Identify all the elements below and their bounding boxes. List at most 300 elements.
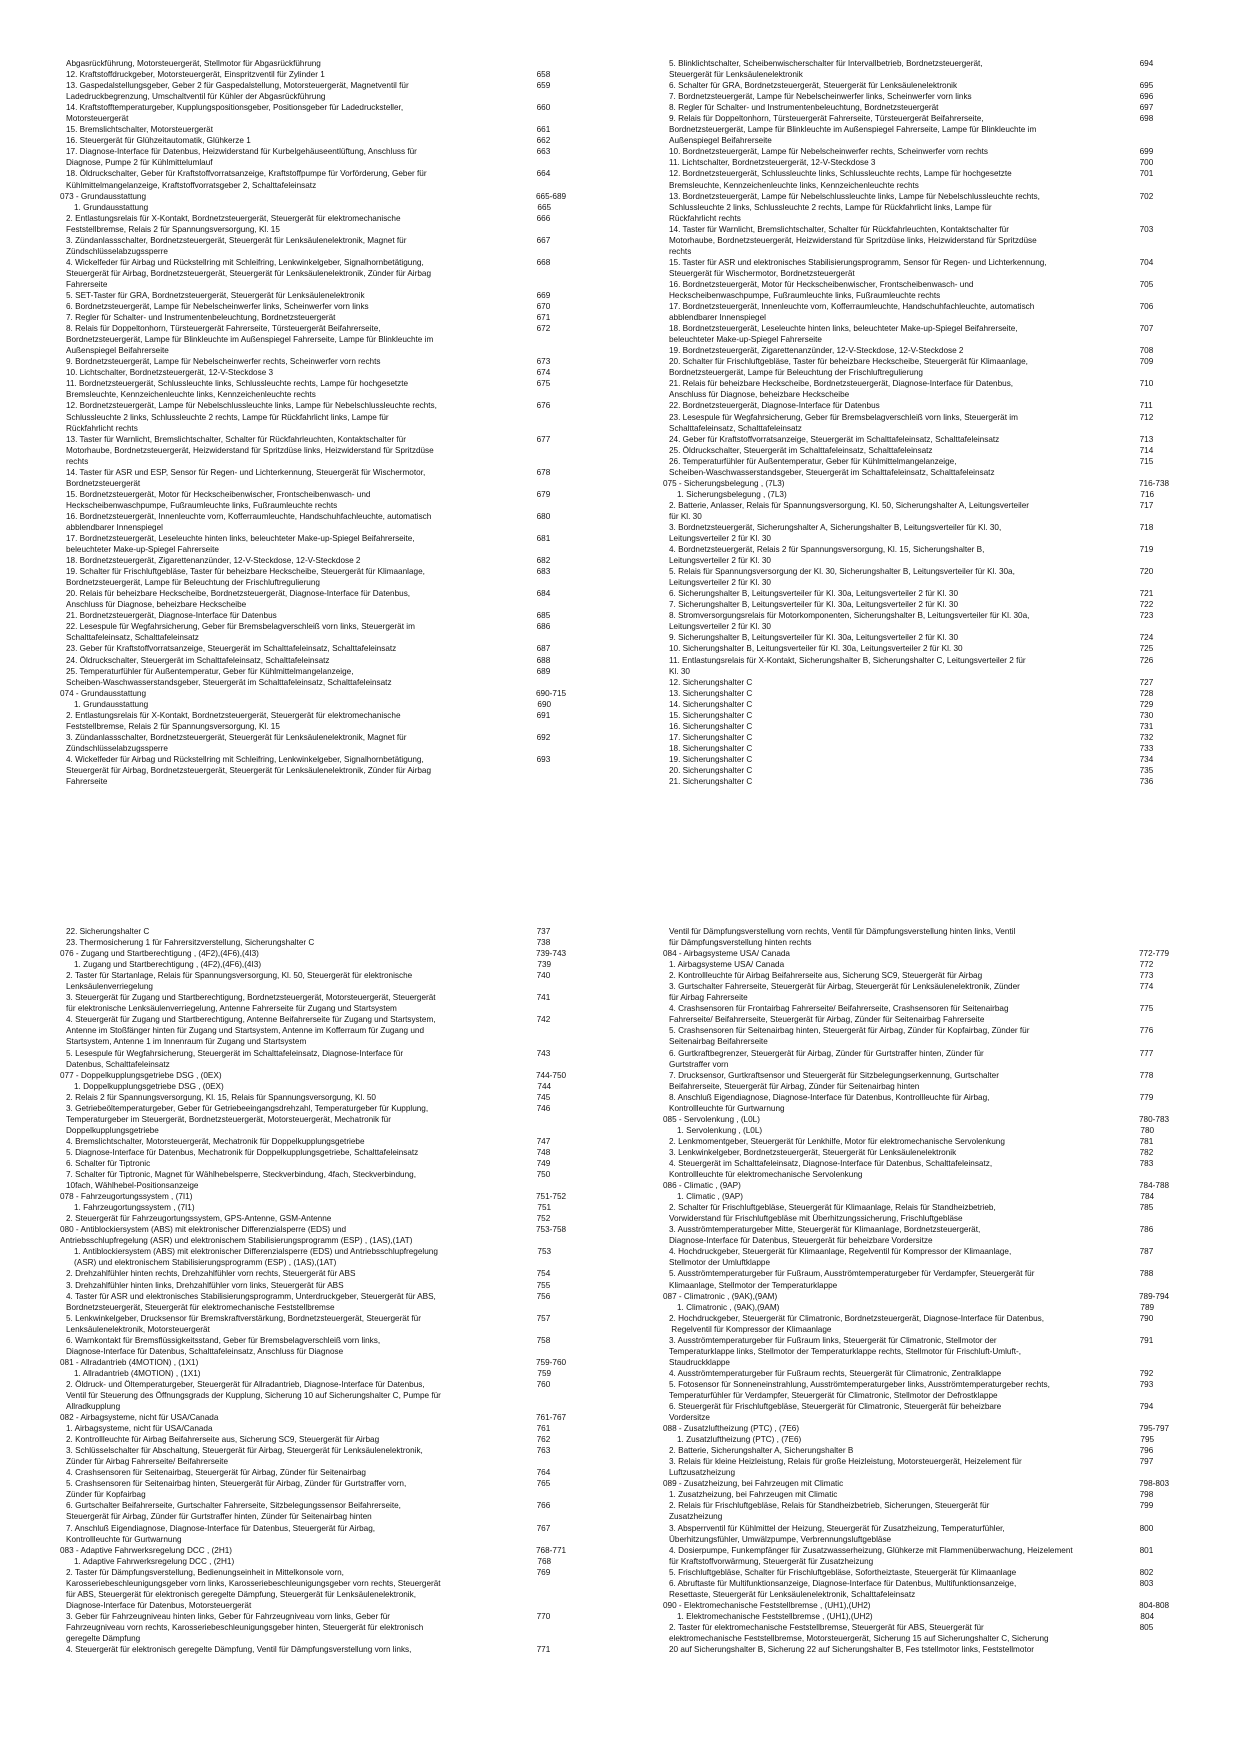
toc-entry-title: 17. Diagnose-Interface für Datenbus, Heizwiderstand für Kurbelgehäuseentlüftung, Anschluss für Diagnose, Pumpe 2 für Kühlmittelumlauf [66, 147, 417, 168]
toc-page-number: 745 [536, 1092, 551, 1102]
toc-page-number: 703 [1139, 224, 1154, 234]
toc-entry-row [60, 666, 590, 688]
toc-page-number: 805 [1139, 1622, 1154, 1632]
toc-page-number: 776 [1139, 1026, 1154, 1036]
toc-entry-title: 087 - Climatronic , (9AK),(9AM) [663, 1291, 778, 1301]
toc-entry-row [60, 1467, 590, 1478]
toc-page-number: 699 [1139, 147, 1154, 157]
toc-entry-title: 9. Bordnetzsteuergerät, Lampe für Nebelscheinwerfer rechts, Scheinwerfer vorn rechts [66, 357, 381, 367]
toc-entry-title: 9. Sicherungshalter B, Leitungsverteiler für Kl. 30a, Leitungsverteiler 2 für Kl. 30 [669, 633, 958, 643]
toc-entry-title: 18. Sicherungshalter C [669, 743, 753, 753]
toc-entry-title: 16. Bordnetzsteuergerät, Motor für Heckscheibenwischer, Frontscheibenwasch- und Heckscheibenwaschpumpe, Fußraumleuchte links, Fußraumleuchte rechts [669, 279, 974, 300]
toc-page-number: 664 [536, 169, 551, 179]
toc-entry-title: 8. Regler für Schalter- und Instrumentenbeleuchtung, Bordnetzsteuergerät [669, 103, 939, 113]
toc-entry-row [663, 58, 1193, 80]
toc-entry-title: 23. Thermosicherung 1 für Fahrersitzverstellung, Sicherungshalter C [66, 938, 315, 948]
toc-entry-row [60, 937, 590, 948]
toc-entry-title: 2. Lenkmomentgeber, Steuergerät für Lenkhilfe, Motor für elektromechanische Servolenkung [669, 1136, 1005, 1146]
toc-entry-row [60, 610, 590, 621]
toc-entry-title: 082 - Airbagsysteme, nicht für USA/Canada [60, 1413, 219, 1423]
toc-entry-title: 3. Gurtschalter Fahrerseite, Steuergerät für Airbag, Steuergerät für Lenksäulenelektronik, Zünder für Airbag Fahrerseite [669, 982, 1020, 1003]
toc-entry-title: 6. Schalter für GRA, Bordnetzsteuergerät, Steuergerät für Lenksäulenelektronik [669, 81, 958, 91]
toc-entry-title: 10. Bordnetzsteuergerät, Lampe für Nebelscheinwerfer rechts, Scheinwerfer vorn rechts [669, 147, 989, 157]
toc-page-number: 737 [536, 927, 551, 936]
toc-entry-title: 1. Grundausstattung [74, 699, 149, 709]
toc-page-number: 733 [1139, 743, 1154, 753]
toc-entry-row [60, 69, 590, 80]
toc-entry-row [663, 1567, 1193, 1578]
toc-entry-row [663, 970, 1193, 981]
toc-page-number: 751 [537, 1203, 552, 1213]
toc-entry-title: 20. Relais für beheizbare Heckscheibe, Bordnetzsteuergerät, Diagnose-Interface für Datenbus, Anschluss für Diagnose, beheizbare Heckscheibe [66, 589, 411, 610]
toc-page-number: 682 [536, 556, 551, 566]
toc-page-number: 672 [536, 324, 551, 334]
toc-entry-row [663, 959, 1193, 970]
toc-entry-row [60, 202, 590, 213]
toc-entry-row [60, 58, 590, 69]
toc-entry-row [663, 1136, 1193, 1147]
toc-page-number: 674 [536, 368, 551, 378]
toc-entry-title: 10. Sicherungshalter B, Leitungsverteiler für Kl. 30a, Leitungsverteiler 2 für Kl. 30 [669, 644, 963, 654]
toc-page-number: 753-758 [536, 1225, 567, 1235]
toc-page-number: 708 [1139, 346, 1154, 356]
toc-entry-row [663, 91, 1193, 102]
toc-page-number: 786 [1139, 1225, 1154, 1235]
toc-page-number: 693 [536, 754, 551, 764]
toc-entry-row [663, 1092, 1193, 1114]
toc-entry-row [60, 1523, 590, 1545]
toc-entry-title: 090 - Elektromechanische Feststellbremse , (UH1),(UH2) [663, 1600, 871, 1610]
toc-entry-title: 1. Fahrzeugortungssystem , (7I1) [74, 1203, 195, 1213]
toc-page-number: 731 [1139, 721, 1154, 731]
toc-entry-row [60, 533, 590, 555]
toc-page-number: 759-760 [536, 1357, 567, 1367]
toc-page-number: 787 [1139, 1247, 1154, 1257]
toc-page-number: 681 [536, 534, 551, 544]
toc-entry-row [663, 345, 1193, 356]
toc-page-number: 766 [536, 1501, 551, 1511]
toc-entry-title: 1. Airbagsysteme, nicht für USA/Canada [66, 1424, 213, 1434]
toc-entry-row [663, 146, 1193, 157]
toc-entry-title: 6. Gurtkraftbegrenzer, Steuergerät für Airbag, Zünder für Gurtstraffer hinten, Zünder für Gurtstraffer vorn [669, 1048, 984, 1069]
toc-entry-row [60, 588, 590, 610]
toc-entry-title: 11. Entlastungsrelais für X-Kontakt, Sicherungshalter B, Sicherungshalter C, Leitungsverteiler 2 für Kl. 30 [669, 655, 1026, 676]
toc-page-number: 795 [1140, 1435, 1155, 1445]
toc-entry-title: 25. Öldruckschalter, Steuergerät im Schalttafeleinsatz, Schalttafeleinsatz [669, 445, 933, 455]
toc-entry-row [60, 655, 590, 666]
toc-entry-title: 4. Bremslichtschalter, Motorsteuergerät, Mechatronik für Doppelkupplungsgetriebe [66, 1136, 365, 1146]
toc-entry-row [663, 632, 1193, 643]
toc-entry-title: 17. Bordnetzsteuergerät, Innenleuchte vorn, Kofferraumleuchte, Handschuhfachleuchte, automatisch abblendbarer Innenspiegel [669, 302, 1035, 323]
toc-entry-title: 078 - Fahrzeugortungssystem , (7I1) [60, 1192, 193, 1202]
toc-page-number: 797 [1139, 1457, 1154, 1467]
toc-page-number: 716-738 [1139, 478, 1170, 488]
toc-entry-row [663, 378, 1193, 400]
toc-entry-title: 7. Anschluß Eigendiagnose, Diagnose-Interface für Datenbus, Steuergerät für Airbag, Kontrollleuchte für Gurtwarnung [66, 1523, 376, 1544]
toc-page-number: 676 [536, 401, 551, 411]
toc-entry-title: 4. Bordnetzsteuergerät, Relais 2 für Spannungsversorgung, Kl. 15, Sicherungshalter B, Leitungsverteiler 2 für Kl. 30 [669, 545, 985, 566]
toc-entry-row [60, 312, 590, 323]
toc-page-number: 698 [1139, 114, 1154, 124]
toc-entry-row [663, 765, 1193, 776]
toc-entry-title: 5. SET-Taster für GRA, Bordnetzsteuergerät, Steuergerät für Lenksäulenelektronik [66, 290, 365, 300]
toc-entry-row [663, 677, 1193, 688]
toc-entry-row [60, 467, 590, 489]
toc-entry-row [663, 1147, 1193, 1158]
toc-section-row [60, 948, 590, 959]
toc-entry-row [663, 1368, 1193, 1379]
toc-entry-title: 4. Ausströmtemperaturgeber für Fußraum rechts, Steuergerät für Climatronic, Zentralklappe [669, 1368, 1002, 1378]
toc-entry-row [60, 511, 590, 533]
toc-entry-row [663, 1158, 1193, 1180]
toc-page-number: 716 [1140, 489, 1155, 499]
toc-entry-row [663, 168, 1193, 190]
toc-page-number: 804 [1140, 1611, 1155, 1621]
toc-page-number: 746 [536, 1103, 551, 1113]
toc-page-number: 792 [1139, 1368, 1154, 1378]
toc-page-number: 789-794 [1139, 1291, 1170, 1301]
toc-page-number: 756 [536, 1291, 551, 1301]
toc-page-number: 697 [1139, 103, 1154, 113]
toc-entry-row [663, 80, 1193, 91]
toc-page-number: 690-715 [536, 688, 567, 698]
toc-entry-title: 1. Doppelkupplungsgetriebe DSG , (0EX) [74, 1081, 224, 1091]
toc-entry-title: 5. Crashsensoren für Seitenairbag hinten, Steuergerät für Airbag, Zünder für Gurtstraffer vorn, Zünder für Kopfairbag [66, 1479, 407, 1500]
toc-entry-title: 15. Bordnetzsteuergerät, Motor für Heckscheibenwischer, Frontscheibenwasch- und Heckscheibenwaschpumpe, Fußraumleuchte links, Fußraumleuchte rechts [66, 489, 371, 510]
toc-entry-row [60, 301, 590, 312]
toc-entry-row [663, 1335, 1193, 1368]
toc-entry-row [663, 1302, 1193, 1313]
toc-page-number: 803 [1139, 1578, 1154, 1588]
toc-entry-title: 084 - Airbagsysteme USA/ Canada [663, 949, 790, 959]
toc-entry-title: 5. Frischluftgebläse, Schalter für Frischluftgebläse, Sofortheiztaste, Steuergerät für Klimaanlage [669, 1567, 1017, 1577]
toc-entry-row [60, 1169, 590, 1191]
toc-page-number: 683 [536, 567, 551, 577]
toc-entry-row [663, 257, 1193, 279]
toc-page-number: 679 [536, 489, 551, 499]
toc-entry-row [663, 1401, 1193, 1423]
toc-page-number: 793 [1139, 1379, 1154, 1389]
toc-entry-row [663, 688, 1193, 699]
toc-entry-row [60, 400, 590, 433]
toc-entry-title: 2. Schalter für Frischluftgebläse, Steuergerät für Klimaanlage, Relais für Standheizbetrieb, Vorwiderstand für Frischluftgebläse mit Überhitzungssicherung, Frischluftgebläse [669, 1203, 996, 1224]
toc-entry-title: 4. Dosierpumpe, Funkempfänger für Zusatzwasserheizung, Glühkerze mit Flammenüberwachung, Heizelement für Kraftstoffvorwärmung, Steuergerät für Zusatzheizung [669, 1545, 1073, 1566]
toc-entry-title: 4. Wickelfeder für Airbag und Rückstellring mit Schleifring, Lenkwinkelgeber, Signalhornbetätigung, Steuergerät für Airbag, Bordnetzsteuergerät, Steuergerät für Lenksäulenelektronik, Zünder für Airbag Fahrerseite [66, 257, 432, 289]
toc-entry-row [60, 1280, 590, 1291]
toc-entry-row [60, 1014, 590, 1047]
toc-page-number: 735 [1139, 766, 1154, 775]
toc-entry-row [60, 1368, 590, 1379]
toc-page-number: 695 [1139, 81, 1154, 91]
toc-page-number: 669 [536, 290, 551, 300]
toc-entry-row [60, 434, 590, 467]
toc-page-number [537, 58, 590, 69]
toc-entry-row [663, 1379, 1193, 1401]
toc-entry-row [663, 224, 1193, 257]
toc-entry-row [60, 235, 590, 257]
toc-entry-row [663, 655, 1193, 677]
toc-entry-row [663, 456, 1193, 478]
toc-entry-title: 21. Sicherungshalter C [669, 777, 753, 787]
toc-entry-row [60, 1567, 590, 1611]
toc-page-number: 662 [536, 136, 551, 146]
toc-page-number: 750 [536, 1170, 551, 1180]
toc-page-number: 701 [1139, 169, 1154, 179]
toc-entry-row [60, 323, 590, 356]
toc-entry-row [60, 135, 590, 146]
toc-entry-row [663, 522, 1193, 544]
toc-entry-title: 1. Allradantrieb (4MOTION) , (1X1) [74, 1368, 201, 1378]
toc-entry-row [663, 279, 1193, 301]
toc-entry-row [60, 80, 590, 102]
toc-section-row [60, 1224, 590, 1246]
toc-section-row [60, 688, 590, 699]
toc-entry-row [663, 1489, 1193, 1500]
toc-entry-title: 14. Sicherungshalter C [669, 699, 753, 709]
toc-page-number: 715 [1139, 456, 1154, 466]
toc-entry-row [663, 1224, 1193, 1246]
toc-entry-row [60, 102, 590, 124]
toc-entry-title: 16. Bordnetzsteuergerät, Innenleuchte vorn, Kofferraumleuchte, Handschuhfachleuchte, automatisch abblendbarer Innenspiegel [66, 511, 432, 532]
toc-entry-title: 16. Sicherungshalter C [669, 721, 753, 731]
toc-entry-title: 2. Öldruck- und Öltemperaturgeber, Steuergerät für Allradantrieb, Diagnose-Interface für Datenbus, Ventil für Steuerung des Öffnungsgrads der Kupplung, Sicherung 10 auf Sicherungshalter C, Pumpe für Allradkupplung [66, 1379, 441, 1412]
toc-page-number: 671 [536, 313, 551, 323]
toc-section-row [60, 191, 590, 202]
toc-entry-title: 18. Bordnetzsteuergerät, Zigarettenanzünder, 12-V-Steckdose, 12-V-Steckdose 2 [66, 556, 361, 566]
toc-entry-title: 3. Geber für Fahrzeugniveau hinten links, Geber für Fahrzeugniveau vorn links, Geber für Fahrzeugniveau vorn rechts, Karosseriebeschleunigungsgeber hinten, Steuergerät für elektronisch geregelte Dämpfung [66, 1611, 424, 1643]
toc-entry-row [60, 566, 590, 588]
toc-page-number: 660 [536, 103, 551, 113]
toc-page-number: 717 [1139, 500, 1154, 510]
toc-entry-row [60, 992, 590, 1014]
toc-entry-title: 12. Bordnetzsteuergerät, Lampe für Nebelschlussleuchte links, Lampe für Nebelschlussleuchte rechts, Schlussleuchte 2 links, Schlussleuchte 2 rechts, Lampe für Rückfahrlicht links, Lampe für Rückfahrlicht rechts [66, 401, 437, 433]
toc-entry-row [663, 1500, 1193, 1522]
toc-entry-title: 5. Crashsensoren für Seitenairbag hinten, Steuergerät für Airbag, Zünder für Kopfairbag, Zünder für Seitenairbag Beifahrerseite [669, 1026, 1030, 1047]
toc-entry-row [663, 754, 1193, 765]
toc-page-number: 753 [537, 1247, 552, 1257]
toc-entry-title: 15. Sicherungshalter C [669, 710, 753, 720]
toc-entry-row [663, 599, 1193, 610]
toc-entry-title: 2. Taster für Startanlage, Relais für Spannungsversorgung, Kl. 50, Steuergerät für elektronische Lenksäulenverriegelung [66, 971, 413, 992]
toc-entry-title: 080 - Antiblockiersystem (ABS) mit elektronischer Differenzialsperre (EDS) und Antriebsschlupfregelung (ASR) und elektronischem Stabilisierungsprogramm (ESP) , (1AS),(1AT) [60, 1225, 413, 1246]
toc-entry-row [663, 743, 1193, 754]
toc-page-number: 804-808 [1139, 1600, 1170, 1610]
toc-entry-row [60, 1048, 590, 1070]
toc-entry-title: 6. Warnkontakt für Bremsflüssigkeitsstand, Geber für Bremsbelagverschleiß vorn links, Diagnose-Interface für Datenbus, Schalttafeleinsatz, Anschluss für Diagnose [66, 1335, 381, 1356]
toc-entry-title: 2. Batterie, Anlasser, Relais für Spannungsversorgung, Kl. 50, Sicherungshalter A, Leitungsverteiler für Kl. 30 [669, 500, 1030, 521]
toc-page-number: 760 [536, 1379, 551, 1389]
toc-entry-row [60, 1103, 590, 1136]
toc-page-number: 694 [1139, 59, 1154, 68]
toc-page-number: 744 [537, 1081, 552, 1091]
toc-page-number: 780 [1140, 1125, 1155, 1135]
toc-page-number: 748 [536, 1147, 551, 1157]
toc-entry-row [663, 588, 1193, 599]
toc-entry-title: 7. Sicherungshalter B, Leitungsverteiler für Kl. 30a, Leitungsverteiler 2 für Kl. 30 [669, 600, 958, 610]
toc-entry-title: 3. Lenkwinkelgeber, Bordnetzsteuergerät, Steuergerät für Lenksäulenelektronik [669, 1147, 957, 1157]
toc-entry-row [60, 1213, 590, 1224]
toc-page-number: 687 [536, 644, 551, 654]
toc-page-number: 680 [536, 511, 551, 521]
toc-page-number: 706 [1139, 302, 1154, 312]
toc-entry-title: 5. Diagnose-Interface für Datenbus, Mechatronik für Doppelkupplungsgetriebe, Schalttafeleinsatz [66, 1147, 419, 1157]
toc-entry-title: 6. Gurtschalter Beifahrerseite, Gurtschalter Fahrerseite, Sitzbelegungssensor Beifahrerseite, Steuergerät für Airbag, Zünder für Gurtstraffer hinten, Zünder für Seitenairbag hinten [66, 1501, 401, 1522]
toc-entry-row [60, 1246, 590, 1268]
toc-page-number: 665 [537, 202, 552, 212]
toc-entry-title: 2. Batterie, Sicherungshalter A, Sicherungshalter B [669, 1446, 854, 1456]
toc-page-number: 712 [1139, 412, 1154, 422]
toc-entry-row [663, 721, 1193, 732]
toc-entry-row [60, 1268, 590, 1279]
toc-entry-title: 2. Taster für elektromechanische Feststellbremse, Steuergerät für ABS, Steuergerät für elektromechanische Feststellbremse, Motorsteuergerät, Sicherung 15 auf Sicherungshalter C, Sicherung 20 auf Sicherungshalter B, Sicherung 22 auf Sicherungshalter B, Fes tstellmotor links, Feststellmotor [669, 1622, 1049, 1655]
toc-entry-row [60, 1434, 590, 1445]
toc-page-number: 742 [536, 1015, 551, 1025]
toc-page-number: 718 [1139, 522, 1154, 532]
toc-entry-row [60, 489, 590, 511]
toc-entry-row [663, 1456, 1193, 1478]
toc-page-number: 700 [1139, 158, 1154, 168]
toc-page-number: 765 [536, 1479, 551, 1489]
toc-entry-title: 18. Bordnetzsteuergerät, Leseleuchte hinten links, beleuchteter Make-up-Spiegel Beifahrerseite, beleuchteter Make-up-Spiegel Fahrerseite [669, 324, 1018, 345]
toc-page-number: 714 [1139, 445, 1154, 455]
toc-page-number: 723 [1139, 611, 1154, 621]
toc-entry-row [663, 1202, 1193, 1224]
toc-entry-row [663, 1545, 1193, 1567]
toc-entry-title: 4. Crashsensoren für Frontairbag Fahrerseite/ Beifahrerseite, Crashsensoren für Seitenairbag Fahrerseite/ Beifahrerseite, Steuergerät für Airbag, Zünder für Seitenairbag Fahrerseite [669, 1004, 1009, 1025]
toc-section-row [663, 1180, 1193, 1191]
toc-entry-row [663, 1268, 1193, 1290]
toc-entry-title: 2. Entlastungsrelais für X-Kontakt, Bordnetzsteuergerät, Steuergerät für elektromechanische Feststellbremse, Relais 2 für Spannungsversorgung, Kl. 15 [66, 710, 401, 731]
toc-entry-title: 2. Hochdruckgeber, Steuergerät für Climatronic, Bordnetzsteuergerät, Diagnose-Interface für Datenbus, Regelventil für Kompressor der Klimaanlage [669, 1313, 1045, 1334]
toc-entry-title: 083 - Adaptive Fahrwerksregelung DCC , (2H1) [60, 1545, 233, 1555]
toc-entry-row [60, 290, 590, 301]
toc-column-top-right [663, 58, 1193, 787]
toc-entry-row [60, 643, 590, 654]
toc-entry-title: 5. Blinklichtschalter, Scheibenwischerschalter für Intervallbetrieb, Bordnetzsteuergerät, Steuergerät für Lenksäulenelektronik [669, 59, 983, 80]
toc-entry-title: Abgasrückführung, Motorsteuergerät, Stellmotor für Abgasrückführung [66, 59, 321, 68]
toc-entry-title: 17. Bordnetzsteuergerät, Leseleuchte hinten links, beleuchteter Make-up-Spiegel Beifahrerseite, beleuchteter Make-up-Spiegel Fahrerseite [66, 534, 415, 555]
toc-entry-title: 19. Bordnetzsteuergerät, Zigarettenanzünder, 12-V-Steckdose, 12-V-Steckdose 2 [669, 346, 964, 356]
toc-entry-row [663, 1191, 1193, 1202]
toc-entry-row [60, 1147, 590, 1158]
toc-page-number: 729 [1139, 699, 1154, 709]
toc-entry-row [663, 445, 1193, 456]
toc-section-row [663, 1114, 1193, 1125]
toc-entry-title: 2. Drehzahlfühler hinten rechts, Drehzahlfühler vorn rechts, Steuergerät für ABS [66, 1269, 356, 1279]
toc-page-number: 725 [1139, 644, 1154, 654]
toc-entry-row [60, 1081, 590, 1092]
toc-entry-title: 1. Airbagsysteme USA/ Canada [669, 960, 785, 970]
toc-entry-title: 6. Steuergerät für Frischluftgebläse, Steuergerät für Climatronic, Steuergerät für beheizbare Vordersitze [669, 1402, 1002, 1423]
toc-page-number: 762 [536, 1435, 551, 1445]
toc-entry-title: 19. Sicherungshalter C [669, 754, 753, 764]
toc-page-number: 659 [536, 81, 551, 91]
toc-entry-row [60, 732, 590, 754]
toc-page-number: 738 [536, 938, 551, 948]
toc-entry-row [663, 113, 1193, 146]
toc-page-number: 777 [1139, 1048, 1154, 1058]
toc-page-number: 794 [1139, 1402, 1154, 1412]
toc-entry-title: 1. Zugang und Startberechtigung , (4F2),(4F6),(4I3) [74, 960, 262, 970]
toc-entry-title: 3. Drehzahlfühler hinten links, Drehzahlfühler vorn links, Steuergerät für ABS [66, 1280, 344, 1290]
toc-page-number: 771 [536, 1645, 551, 1655]
toc-page-number: 800 [1139, 1523, 1154, 1533]
toc-entry-title: 3. Zündanlassschalter, Bordnetzsteuergerät, Steuergerät für Lenksäulenelektronik, Magnet für Zündschlüsselabzugssperre [66, 235, 407, 256]
toc-entry-title: 20. Schalter für Frischluftgebläse, Taster für beheizbare Heckscheibe, Steuergerät für Klimaanlage, Bordnetzsteuergerät, Lampe für Beleuchtung der Frischluftregulierung [669, 357, 1028, 378]
toc-page-number: 767 [536, 1523, 551, 1533]
toc-entry-row [60, 621, 590, 643]
toc-page-number: 661 [536, 125, 551, 135]
toc-entry-row [60, 257, 590, 290]
toc-page-number: 778 [1139, 1070, 1154, 1080]
toc-entry-row [60, 1423, 590, 1434]
toc-page-number: 666 [536, 213, 551, 223]
toc-entry-title: 8. Anschluß Eigendiagnose, Diagnose-Interface für Datenbus, Kontrollleuchte für Airbag, Kontrollleuchte für Gurtwarnung [669, 1092, 990, 1113]
toc-page-number: 727 [1139, 677, 1154, 687]
toc-page-number: 759 [537, 1368, 552, 1378]
toc-entry-title: 3. Getriebeöltemperaturgeber, Geber für Getriebeeingangsdrehzahl, Temperaturgeber für Kupplung, Temperaturgeber im Steuergerät, Bordnetzsteuergerät, Motorsteuergerät, Mechatronik für Doppelkupplungsgetriebe [66, 1103, 429, 1135]
toc-entry-title: 22. Lesespule für Wegfahrsicherung, Geber für Bremsbelagverschleiß vorn links, Steuergerät im Schalttafeleinsatz, Schalttafeleinsatz [66, 622, 415, 643]
toc-page-number: 761 [536, 1424, 551, 1434]
toc-page-number [1140, 926, 1193, 948]
toc-entry-title: 2. Relais 2 für Spannungsversorgung, Kl. 15, Relais für Spannungsversorgung, Kl. 50 [66, 1092, 376, 1102]
toc-page-number: 726 [1139, 655, 1154, 665]
toc-entry-title: 12. Kraftstoffdruckgeber, Motorsteuergerät, Einspritzventil für Zylinder 1 [66, 70, 325, 80]
toc-page-number: 751-752 [536, 1192, 567, 1202]
toc-section-row [60, 1357, 590, 1368]
toc-page-number: 670 [536, 302, 551, 312]
toc-page-number: 730 [1139, 710, 1154, 720]
toc-page-number: 784 [1140, 1192, 1155, 1202]
toc-entry-row [663, 157, 1193, 168]
toc-entry-row [60, 124, 590, 135]
toc-page-number: 781 [1139, 1136, 1154, 1146]
toc-page-number: 702 [1139, 191, 1154, 201]
toc-page-number: 709 [1139, 357, 1154, 367]
toc-entry-title: 2. Steuergerät für Fahrzeugortungssystem, GPS-Antenne, GSM-Antenne [66, 1214, 332, 1224]
toc-page-number: 744-750 [536, 1070, 567, 1080]
toc-page-number: 688 [536, 655, 551, 665]
toc-column-top-left [60, 58, 590, 787]
toc-entry-title: Ventil für Dämpfungsverstellung vorn rechts, Ventil für Dämpfungsverstellung hinten links, Ventil für Dämpfungsverstellung hinten rechts [669, 927, 1016, 948]
toc-page-number: 798-803 [1139, 1479, 1170, 1489]
toc-entry-row [60, 356, 590, 367]
toc-entry-row [663, 1048, 1193, 1070]
toc-entry-title: 14. Taster für ASR und ESP, Sensor für Regen- und Lichterkennung, Steuergerät für Wischermotor, Bordnetzsteuergerät [66, 467, 426, 488]
toc-entry-row [663, 1434, 1193, 1445]
toc-page-number: 667 [536, 235, 551, 245]
toc-entry-title: 13. Bordnetzsteuergerät, Lampe für Nebelschlussleuchte links, Lampe für Nebelschlussleuchte rechts, Schlussleuchte 2 links, Schlussleuchte 2 rechts, Lampe für Rückfahrlicht links, Lampe für Rückfahrlicht rechts [669, 191, 1040, 223]
toc-entry-title: 3. Bordnetzsteuergerät, Sicherungshalter A, Sicherungshalter B, Leitungsverteiler für Kl. 30, Leitungsverteiler 2 für Kl. 30 [669, 522, 1002, 544]
toc-entry-title: 2. Kontrollleuchte für Airbag Beifahrerseite aus, Sicherung SC9, Steuergerät für Airbag [66, 1435, 380, 1445]
toc-page-number: 705 [1139, 279, 1154, 289]
toc-page-number: 783 [1139, 1158, 1154, 1168]
toc-entry-title: 23. Lesespule für Wegfahrsicherung, Geber für Bremsbelagverschleiß vorn links, Steuergerät im Schalttafeleinsatz, Schalttafeleinsatz [669, 412, 1018, 433]
toc-entry-title: 2. Kontrollleuchte für Airbag Beifahrerseite aus, Sicherung SC9, Steuergerät für Airbag [669, 971, 983, 981]
toc-entry-title: 10. Lichtschalter, Bordnetzsteuergerät, 12-V-Steckdose 3 [66, 368, 274, 378]
toc-page-number: 686 [536, 622, 551, 632]
toc-entry-title: 16. Steuergerät für Glühzeitautomatik, Glühkerze 1 [66, 136, 251, 146]
toc-entry-row [60, 710, 590, 732]
toc-page-number: 668 [536, 257, 551, 267]
toc-page-number: 728 [1139, 688, 1154, 698]
toc-page-number: 710 [1139, 379, 1154, 389]
toc-entry-row [60, 367, 590, 378]
toc-entry-title: 6. Schalter für Tiptronic [66, 1158, 151, 1168]
toc-page-number: 736 [1139, 777, 1154, 787]
toc-entry-row [60, 959, 590, 970]
toc-entry-title: 4. Wickelfeder für Airbag und Rückstellring mit Schleifring, Lenkwinkelgeber, Signalhornbetätigung, Steuergerät für Airbag, Bordnetzsteuergerät, Steuergerät für Lenksäulenelektronik, Zünder für Airbag Fahrerseite [66, 754, 432, 787]
